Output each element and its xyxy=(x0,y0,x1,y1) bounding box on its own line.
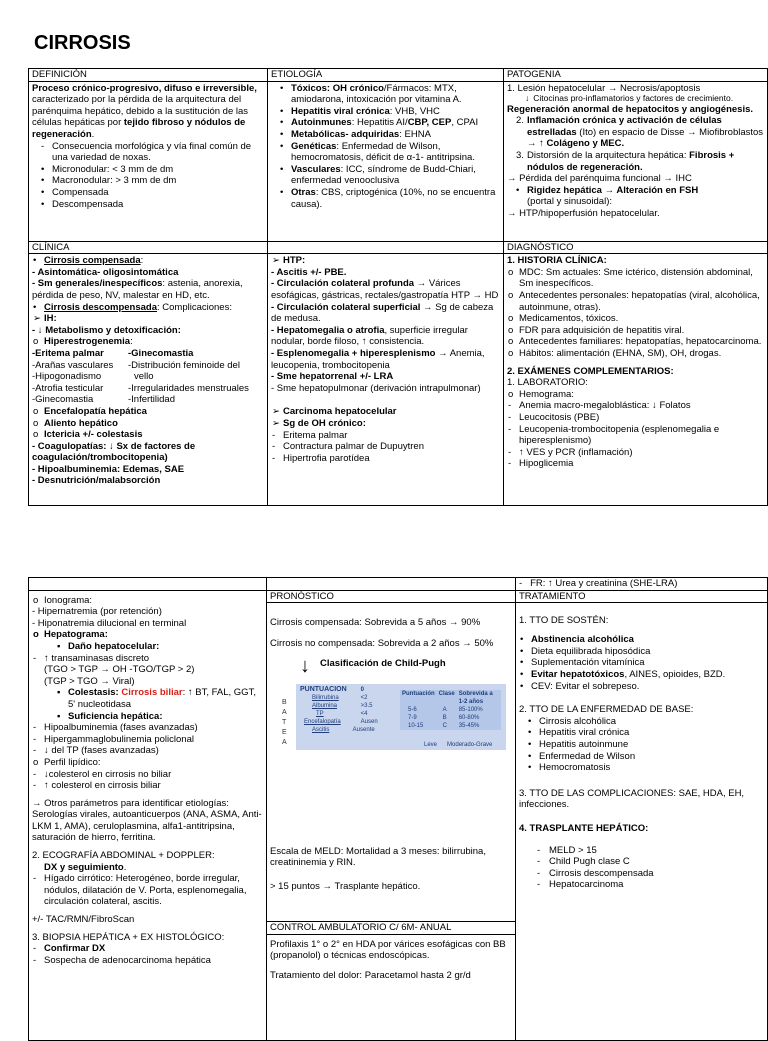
list-item: • CEV: Evitar el sobrepeso. xyxy=(520,680,640,692)
list-item: - MELD > 15 xyxy=(537,844,597,856)
patogenia-regeneracion: Regeneración anormal de hepatocitos y angiogénesis. xyxy=(507,103,754,115)
list-item: o Hábitos: alimentación (EHNA, SM), OH, drogas. xyxy=(508,347,722,359)
arrow-bullet-icon: ➢ xyxy=(33,313,41,325)
clinica2-shp: - Sme hepatopulmonar (derivación intrapulmonar) xyxy=(271,382,481,394)
dolor: Tratamiento del dolor: Paracetamol hasta 2 gr/d xyxy=(270,969,471,981)
list-item: - Hipertrofia parotídea xyxy=(272,452,370,464)
iono-list xyxy=(32,595,263,607)
meld-15: > 15 puntos → Trasplante hepático. xyxy=(270,880,421,892)
clinica-desc-list xyxy=(32,302,264,325)
list-item: • Hepatitis viral crónica: VHB, VHC xyxy=(280,105,440,117)
trasplante: 4. TRASPLANTE HEPÁTICO: xyxy=(519,822,649,834)
clinica2-shr: - Sme hepatorrenal +/- LRA xyxy=(271,371,394,383)
clinica-asintomatica: - Asintomática- oligosintomática xyxy=(32,266,179,278)
list-item: • Suplementación vitamínica xyxy=(520,657,645,669)
diagnostico-lab: 1. LABORATORIO: xyxy=(507,377,588,389)
clinica2-ascitis: - Ascitis +/- PBE. xyxy=(271,266,347,278)
tto-complicaciones: 3. TTO DE LAS COMPLICACIONES: SAE, HDA, EH, infecciones. xyxy=(519,787,745,811)
clinica-pairs xyxy=(32,348,264,406)
list-item: ▪ Daño hepatocelular: xyxy=(57,640,160,652)
clinica-hiper-list xyxy=(32,336,264,348)
profilaxis: Profilaxis 1° o 2° en HDA por várices esofágicas con BB (propanolol) o técnicas endoscópicas. xyxy=(270,938,506,962)
meld-note: Escala de MELD: Mortalidad a 3 meses: bilirrubina, creatininemia y RIN. xyxy=(270,845,486,869)
list-item: • Evitar hepatotóxicos, AINES, opioides, BZD. xyxy=(520,668,726,680)
patogenia-note: ↓ Citocinas pro-inflamatorios y factores de crecimiento. xyxy=(525,93,734,104)
child-pugh-image xyxy=(282,684,502,752)
arrow-bullet-icon: ➢ xyxy=(272,255,280,267)
tratamiento-header: TRATAMIENTO xyxy=(516,591,767,603)
pronostico-comp: Cirrosis compensada: Sobrevida a 5 años → 90% xyxy=(270,616,481,628)
clinica2-sg-list xyxy=(271,430,500,465)
otros-parametros: → Otros parámetros para identificar etiologías: Serologías virales, autoanticuerpos (ANA, ASMA, Anti-LKM 1, AMA), ceruloplasmina, alfa1-antitripsina, saturación de hierro, ferritina. xyxy=(32,797,262,844)
iono-item: - Hipernatremia (por retención) xyxy=(32,606,162,618)
arrow-bullet-icon: ➢ xyxy=(272,417,280,429)
list-item: o Antecedentes personales: hepatopatías (viral, alcohólica, autoinmune, otras). xyxy=(508,289,760,313)
child-pugh-left: PUNTUACION 0 Bilirrubina <2 Albumina >3.5 TP <4 Encefalopatía Ausen Ascitis Ausente xyxy=(300,685,378,733)
pair-item: -Irregularidades menstruales xyxy=(128,382,249,394)
list-item: ▪ Colestasis: Cirrosis biliar: ↑ BT, FAL, GGT, 5' nucleotidasa xyxy=(57,687,256,710)
clinica2-header xyxy=(268,241,504,254)
clinica-desn: - Desnutrición/malabsorción xyxy=(32,475,161,487)
patogenia-step-1: 1. Lesión hepatocelular → Necrosis/apoptosis xyxy=(507,82,701,94)
list-item: - Hipoalbuminemia (fases avanzadas) xyxy=(33,722,198,734)
tto-sosten: 1. TTO DE SOSTÉN: xyxy=(519,614,609,626)
list-item: - ↓colesterol en cirrosis no biliar xyxy=(33,768,172,780)
list-item: • Genéticas: Enfermedad de Wilson, hemocromatosis, déficit de α-1- antitripsina. xyxy=(280,140,475,164)
tgo-note: (TGO > TGP → OH -TGO/TGP > 2) xyxy=(44,664,195,676)
tac-note: +/- TAC/RMN/FibroScan xyxy=(32,914,135,926)
child-pugh-table xyxy=(296,684,506,750)
tto-base-list xyxy=(519,716,764,774)
clinica-list xyxy=(32,255,264,267)
list-item: • Metabólicas- adquiridas: EHNA xyxy=(280,128,431,140)
etiologia-cell xyxy=(268,81,504,241)
hepa-sub-list xyxy=(32,687,263,791)
pair-item: -Distribución feminoide del xyxy=(128,359,240,371)
clinica-coag: - Coagulopatías: ↓ Sx de factores de coagulación/trombocitopenia) xyxy=(32,440,196,464)
patogenia-perdida: → Pérdida del parénquima funcional → IHC xyxy=(507,173,692,185)
tto-base: 2. TTO DE LA ENFERMEDAD DE BASE: xyxy=(519,704,694,716)
list-item: • Enfermedad de Wilson xyxy=(528,750,636,762)
list-item: • Autoinmunes: Hepatitis AI/CBP, CEP, CPAI xyxy=(280,117,479,129)
list-item: o Aliento hepático xyxy=(33,417,118,429)
list-item: - ↑ transaminasas discreto xyxy=(33,652,150,664)
pair-item: -Eritema palmar xyxy=(32,347,104,359)
list-item: • Descompensada xyxy=(41,198,124,210)
ascitis-tail: Leve Moderado-Grave xyxy=(424,741,493,748)
hepa-list xyxy=(32,629,263,664)
diagnostico-hemo-list xyxy=(507,400,764,470)
bio-heading: 3. BIOPSIA HEPÁTICA + EX HISTOLÓGICO: xyxy=(32,931,225,943)
list-item: o Ictericia +/- colestasis xyxy=(33,429,143,441)
bio-list xyxy=(32,943,263,966)
arrow-bullet-icon: ➢ xyxy=(272,406,280,418)
list-item: - Hipergammaglobulinemia policlonal xyxy=(33,733,194,745)
list-item: - Hígado cirrótico: Heterogéneo, borde irregular, nódulos, dilatación de V. Porta, esplenomegalia, circulación colateral, ascitis. xyxy=(33,873,247,908)
tratamiento-cell xyxy=(516,590,768,1040)
list-item: - ↑ colesterol en cirrosis biliar xyxy=(33,780,161,792)
clinica2-esp: - Esplenomegalia + hiperesplenismo → Anemia, leucopenia, trombocitopenia xyxy=(271,347,485,371)
list-item: ▪ Suficiencia hepática: xyxy=(57,710,163,722)
child-pugh-right: Puntuación Clase Sobrevida a 1-2 años 5-6 A 85-100% 7-9 B 60-80% 10-15 C 35-45% xyxy=(400,690,501,730)
diagnostico-header: DIAGNÓSTICO xyxy=(504,241,768,254)
clinica-metab: - ↓ Metabolismo y detoxificación: xyxy=(32,324,181,336)
list-item: - Confirmar DX xyxy=(33,943,106,955)
list-item: • Micronodular: < 3 mm de dm xyxy=(41,163,174,175)
list-item: - Eritema palmar xyxy=(272,429,348,441)
list-item: - Leucopenia-trombocitopenia (esplenomegalia e hiperesplenismo) xyxy=(508,423,720,447)
control-header: CONTROL AMBULATORIO C/ 6M- ANUAL xyxy=(267,921,515,935)
page-title: CIRROSIS xyxy=(34,32,131,54)
list-item: o Perfil lipídico: xyxy=(33,756,101,768)
list-item: - Anemia macro-megaloblástica: ↓ Folatos xyxy=(508,400,691,412)
list-item: • Dieta equilibrada hiposódica xyxy=(520,645,651,657)
trasplante-list xyxy=(519,845,764,891)
list-item: - Child Pugh clase C xyxy=(537,856,630,868)
laboratorio-cont-cell xyxy=(29,590,267,1040)
pair-item: -Hipogonadismo xyxy=(32,371,102,383)
patogenia-header: PATOGENIA xyxy=(504,69,768,82)
clinica2-ccp: - Circulación colateral profunda → Várices esofágicas, gástricas, rectales/gastropatía HTP → HD xyxy=(271,278,499,301)
list-item: • Rigidez hepática → Alteración en FSH (portal y sinusoidal): xyxy=(516,184,699,208)
list-item: • Cirrosis alcohólica xyxy=(528,715,617,727)
iono-item: - Hiponatremia dilucional en terminal xyxy=(32,617,187,629)
top-table xyxy=(28,68,768,506)
list-item: 3. Distorsión de la arquitectura hepática: Fibrosis + nódulos de regeneración. xyxy=(516,150,735,173)
patogenia-rigidez-list xyxy=(507,185,764,208)
list-item: o Encefalopatía hepática xyxy=(33,405,147,417)
list-item: - Cirrosis descompensada xyxy=(537,867,654,879)
clinica-o-list xyxy=(32,406,264,441)
clinica2-cell xyxy=(268,254,504,506)
list-item: - Hepatocarcinoma xyxy=(537,879,624,891)
pair-item: vello xyxy=(134,371,154,383)
clinica-sm: - Sm generales/inespecíficos: astenia, anorexia, pérdida de peso, NV, malestar en HD, etc. xyxy=(32,278,243,301)
list-item: - Sospecha de adenocarcinoma hepática xyxy=(33,954,211,966)
eco-list xyxy=(32,873,263,908)
list-item: • Tóxicos: OH crónico/Fármacos: MTX, amiodarona, intoxicación por vitamina A. xyxy=(280,82,462,106)
clinica2-carc-list xyxy=(271,406,500,429)
pair-item: -Ginecomastia xyxy=(32,394,94,406)
list-item: • Abstinencia alcohólica xyxy=(520,634,634,646)
definicion-intro: Proceso crónico-progresivo, difuso e irreversible, caracterizado por la pérdida de la arquitectura del parénquima hepático, debido a la sustitución de las células hepáticas por tejido fibroso y nódulos de regeneración. xyxy=(32,82,257,140)
pair-item: -Arañas vasculares xyxy=(32,359,114,371)
clinica2-hep: - Hepatomegalia o atrofia, superficie irregular nodular, borde filoso, ↑ consistencia. xyxy=(271,324,468,348)
list-item: o Hiperestrogenemia: xyxy=(33,336,133,348)
definicion-header: DEFINICIÓN xyxy=(29,69,268,82)
pronostico-header: PRONÓSTICO xyxy=(267,591,515,603)
clinica-header: CLÍNICA xyxy=(29,241,268,254)
bottom-table xyxy=(28,577,768,1041)
list-item: ➢ IH: xyxy=(33,313,57,325)
diagnostico-ex: 2. EXÁMENES COMPLEMENTARIOS: xyxy=(507,365,674,377)
tgo-note: (TGP > TGO → Viral) xyxy=(44,675,135,687)
definicion-cell xyxy=(29,81,268,241)
list-item: • Cirrosis descompensada: Complicaciones: xyxy=(33,301,232,313)
list-item: ➢ Sg de OH crónico: xyxy=(272,417,366,429)
side-letters: B A T E A xyxy=(282,698,287,746)
list-item: ➢ HTP: xyxy=(272,255,306,267)
diagnostico-hc: 1. HISTORIA CLÍNICA: xyxy=(507,255,607,267)
list-item: • Hemocromatosis xyxy=(528,762,611,774)
pair-item: -Atrofia testicular xyxy=(32,382,104,394)
diagnostico-hc-list xyxy=(507,267,764,360)
list-item: • Compensada xyxy=(41,186,109,198)
definicion-list xyxy=(32,141,264,211)
diagnostico-hemo-head xyxy=(507,389,764,401)
blank-header-2 xyxy=(267,578,516,591)
tto-sosten-list xyxy=(519,634,764,692)
clinica2-ccs: - Circulación colateral superficial → Sg de cabeza de medusa. xyxy=(271,301,494,325)
list-item: 2. Inflamación crónica y activación de células estrelladas (Ito) en espacio de Disse → Miofibroblastos → ↑ Colágeno y MEC. xyxy=(516,115,764,150)
patogenia-steps xyxy=(507,115,764,173)
patogenia-cell xyxy=(504,81,768,241)
list-item: • Macronodular: > 3 mm de dm xyxy=(41,175,177,187)
diagnostico-cell xyxy=(504,254,768,506)
list-item: • Otras: CBS, criptogénica (10%, no se encuentra causa). xyxy=(280,186,496,210)
list-item: - Leucocitosis (PBE) xyxy=(508,411,600,423)
list-item: o Antecedentes familiares: hepatopatías, hepatocarcinoma. xyxy=(508,336,762,348)
list-item: o MDC: Sm actuales: Sme ictérico, distensión abdominal, Sm inespecíficos. xyxy=(508,266,753,290)
arrow-down-icon: ↓ xyxy=(525,93,530,104)
clinica2-htp-list xyxy=(271,255,500,267)
eco-heading: 2. ECOGRAFÍA ABDOMINAL + DOPPLER: xyxy=(32,850,215,862)
pronostico-cell xyxy=(267,590,516,1040)
etiologia-list xyxy=(271,83,500,211)
clinica-hipo: - Hipoalbuminemia: Edemas, SAE xyxy=(32,463,185,475)
clinica-cell xyxy=(29,254,268,506)
eco-dx: DX y seguimiento. xyxy=(44,861,127,873)
list-item: ➢ Carcinoma hepatocelular xyxy=(272,406,397,418)
blank-header-1 xyxy=(29,578,267,591)
pair-item: -Infertilidad xyxy=(128,394,175,406)
child-pugh-title: ↓ Clasificación de Child-Pugh xyxy=(300,654,446,677)
list-item: - ↑ VES y PCR (inflamación) xyxy=(508,446,633,458)
arrow-down-icon: ↓ xyxy=(300,654,310,677)
list-item: o Medicamentos, tóxicos. xyxy=(508,313,619,325)
list-item: - ↓ del TP (fases avanzadas) xyxy=(33,745,159,757)
list-item: • Hepatitis autoinmune xyxy=(528,738,629,750)
list-item: o Hemograma: xyxy=(508,388,574,400)
pronostico-nocomp: Cirrosis no compensada: Sobrevida a 2 años → 50% xyxy=(270,638,494,650)
patogenia-htp: → HTP/hipoperfusión hepatocelular. xyxy=(507,208,660,220)
list-item: - Consecuencia morfológica y vía final común de una variedad de noxas. xyxy=(41,140,252,164)
list-item: o Ionograma: xyxy=(33,594,93,606)
list-item: • Hepatitis viral crónica xyxy=(528,727,630,739)
list-item: o FDR para adquisición de hepatitis viral. xyxy=(508,324,685,336)
list-item: o Hepatograma: xyxy=(33,629,108,641)
fr-row: - FR: ↑ Urea y creatinina (SHE-LRA) xyxy=(516,578,768,591)
pair-item: -Ginecomastia xyxy=(128,347,194,359)
list-item: • Cirrosis compensada: xyxy=(33,255,144,267)
etiologia-header: ETIOLOGÍA xyxy=(268,69,504,82)
list-item: - Hipoglicemia xyxy=(508,458,574,470)
list-item: • Vasculares: ICC, síndrome de Budd-Chiari, enfermedad venooclusiva xyxy=(280,163,476,187)
list-item: - Contractura palmar de Dupuytren xyxy=(272,441,424,453)
